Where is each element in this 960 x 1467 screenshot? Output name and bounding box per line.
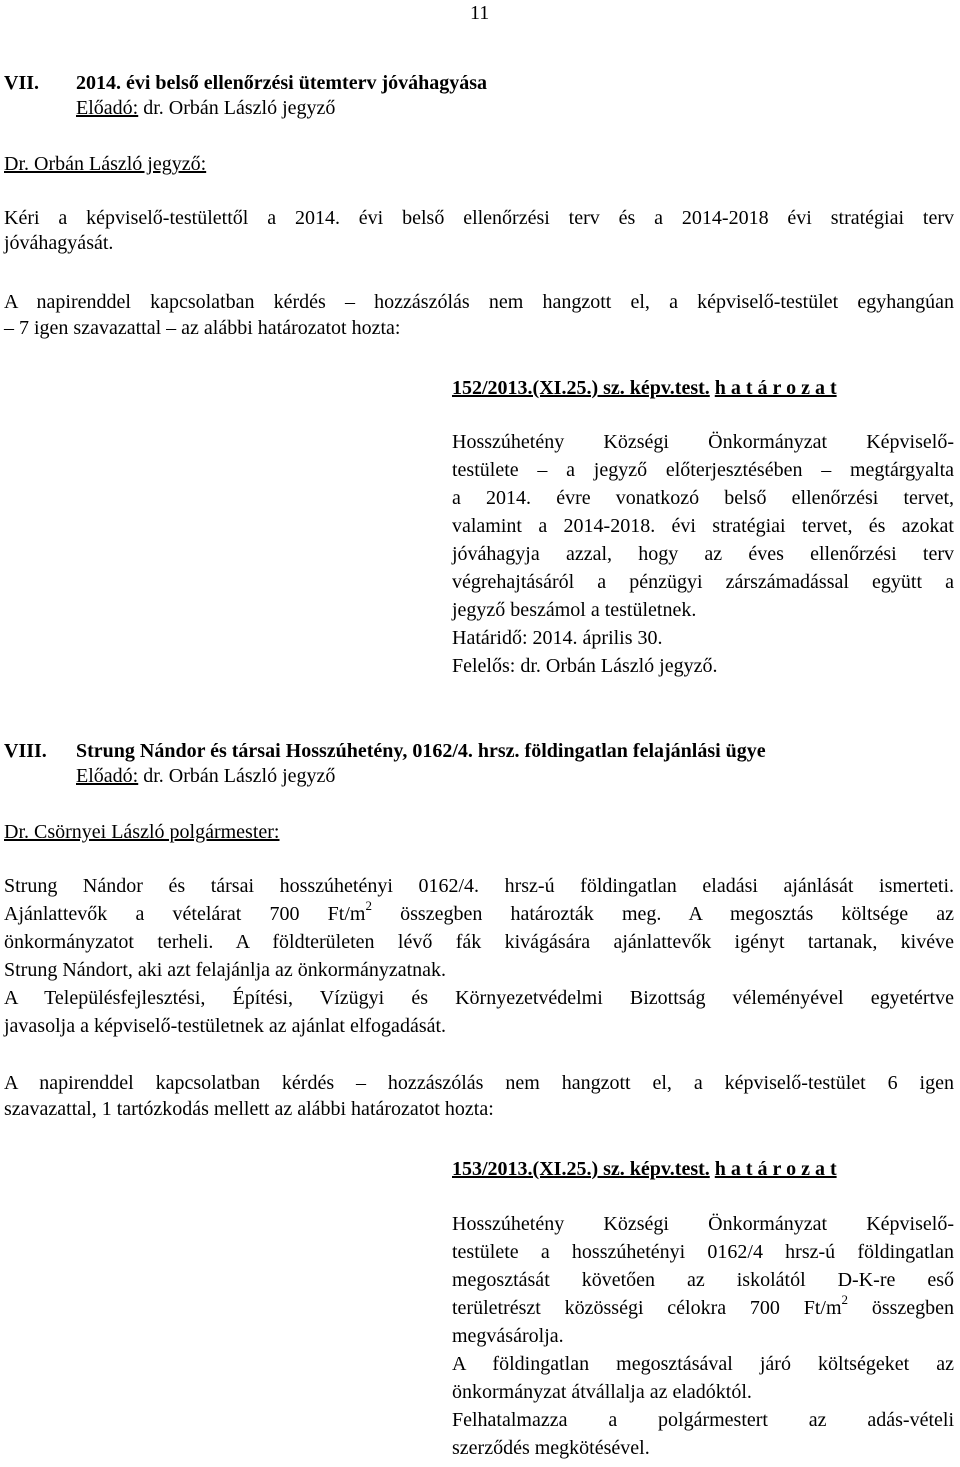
section-8-body-line: önkormányzatot terheli. A földterületen lévő fák kivágására ajánlattevők igényt tartanak, kivéve: [4, 931, 954, 953]
section-7-vote-line-2: – 7 igen szavazattal – az alábbi határozatot hozta:: [4, 317, 401, 339]
page-number: 11: [470, 2, 490, 24]
resolution-152-line: jóváhagyja azzal, hogy az éves ellenőrzési terv: [452, 543, 954, 565]
section-8-vote-line-2: szavazattal, 1 tartózkodás mellett az alábbi határozatot hozta:: [4, 1098, 494, 1120]
resolution-152-line: Hosszúhetény Községi Önkormányzat Képviselő-: [452, 431, 954, 453]
section-8-presenter: [76, 765, 335, 788]
resolution-153-heading: [452, 1158, 837, 1181]
section-7-speaker: Dr. Orbán László jegyző:: [4, 153, 207, 175]
resolution-153-line: A földingatlan megosztásával járó költségeket az: [452, 1353, 954, 1375]
resolution-152-line: valamint a 2014-2018. évi stratégiai tervet, és azokat: [452, 515, 954, 537]
resolution-153-line: területrészt közösségi célokra 700 $Ft/m^2$ összegben: [452, 1292, 955, 1319]
superscript: 2: [365, 898, 372, 914]
presenter-name: dr. Orbán László jegyző: [143, 97, 336, 119]
section-8-numeral: VIII.: [4, 740, 47, 762]
resolution-152-line: a 2014. évre vonatkozó belső ellenőrzési tervet,: [452, 487, 954, 509]
resolution-word: h a t á r o z a t: [714, 1158, 837, 1180]
resolution-153-line: testülete a hosszúhetényi 0162/4 hrsz-ú földingatlan: [452, 1241, 954, 1263]
resolution-152-responsible: Felelős: dr. Orbán László jegyző.: [452, 655, 718, 677]
resolution-153-line: Felhatalmazza a polgármestert az adás-vételi: [452, 1409, 954, 1431]
resolution-153-line: megvásárolja.: [452, 1325, 564, 1347]
resolution-152-deadline: Határidő: 2014. április 30.: [452, 627, 663, 649]
resolution-word: h a t á r o z a t: [714, 377, 837, 399]
section-7-numeral: VII.: [4, 72, 40, 94]
resolution-152-line: testülete – a jegyző előterjesztésében – megtárgyalta: [452, 459, 954, 481]
section-8-body-line: javasolja a képviselő-testületnek az ajánlat elfogadását.: [4, 1015, 447, 1037]
section-7-title: 2014. évi belső ellenőrzési ütemterv jóváhagyása: [76, 72, 488, 94]
section-8-body-line: A Településfejlesztési, Építési, Vízügyi és Környezetvédelmi Bizottság véleményével egyetértve: [4, 987, 954, 1009]
resolution-152-heading: [452, 377, 837, 400]
presenter-name: dr. Orbán László jegyző: [143, 765, 336, 787]
resolution-number: 153/2013.(XI.25.) sz. képv.test.: [452, 1158, 710, 1180]
section-7-body-line-2: jóváhagyását.: [4, 232, 114, 254]
section-8-body-line: Strung Nándor és társai hosszúhetényi 0162/4. hrsz-ú földingatlan eladási ajánlását ismerteti.: [4, 875, 954, 897]
section-8-title: Strung Nándor és társai Hosszúhetény, 0162/4. hrsz. földingatlan felajánlási ügye: [76, 740, 766, 762]
section-7-presenter: [76, 97, 335, 120]
section-8-body-line: Strung Nándort, aki azt felajánlja az önkormányzatnak.: [4, 959, 447, 981]
resolution-153-line: megosztását követően az iskolától D-K-re eső: [452, 1269, 954, 1291]
presenter-label: Előadó:: [76, 765, 139, 787]
resolution-153-line: Hosszúhetény Községi Önkormányzat Képviselő-: [452, 1213, 954, 1235]
resolution-153-line: önkormányzat átvállalja az eladóktól.: [452, 1381, 752, 1403]
resolution-153-line: szerződés megkötésével.: [452, 1437, 650, 1459]
resolution-152-line: jegyző beszámol a testületnek.: [452, 599, 697, 621]
section-8-body-line: Ajánlattevők a vételárat 700 $Ft/m^2$ összegben határozták meg. A megosztás költsége az: [4, 898, 954, 925]
resolution-152-line: végrehajtásáról a pénzügyi zárszámadással együtt a: [452, 571, 954, 593]
presenter-label: Előadó:: [76, 97, 139, 119]
resolution-number: 152/2013.(XI.25.) sz. képv.test.: [452, 377, 710, 399]
section-8-speaker: Dr. Csörnyei László polgármester:: [4, 821, 280, 843]
superscript: 2: [841, 1292, 849, 1308]
section-7-vote-line-1: A napirenddel kapcsolatban kérdés – hozzászólás nem hangzott el, a képviselő-testület egyhangúan: [4, 291, 954, 313]
section-8-vote-line-1: A napirenddel kapcsolatban kérdés – hozzászólás nem hangzott el, a képviselő-testület 6 igen: [4, 1072, 954, 1094]
section-7-body-line-1: Kéri a képviselő-testülettől a 2014. évi belső ellenőrzési terv és a 2014-2018 évi stratégiai terv: [4, 207, 954, 229]
